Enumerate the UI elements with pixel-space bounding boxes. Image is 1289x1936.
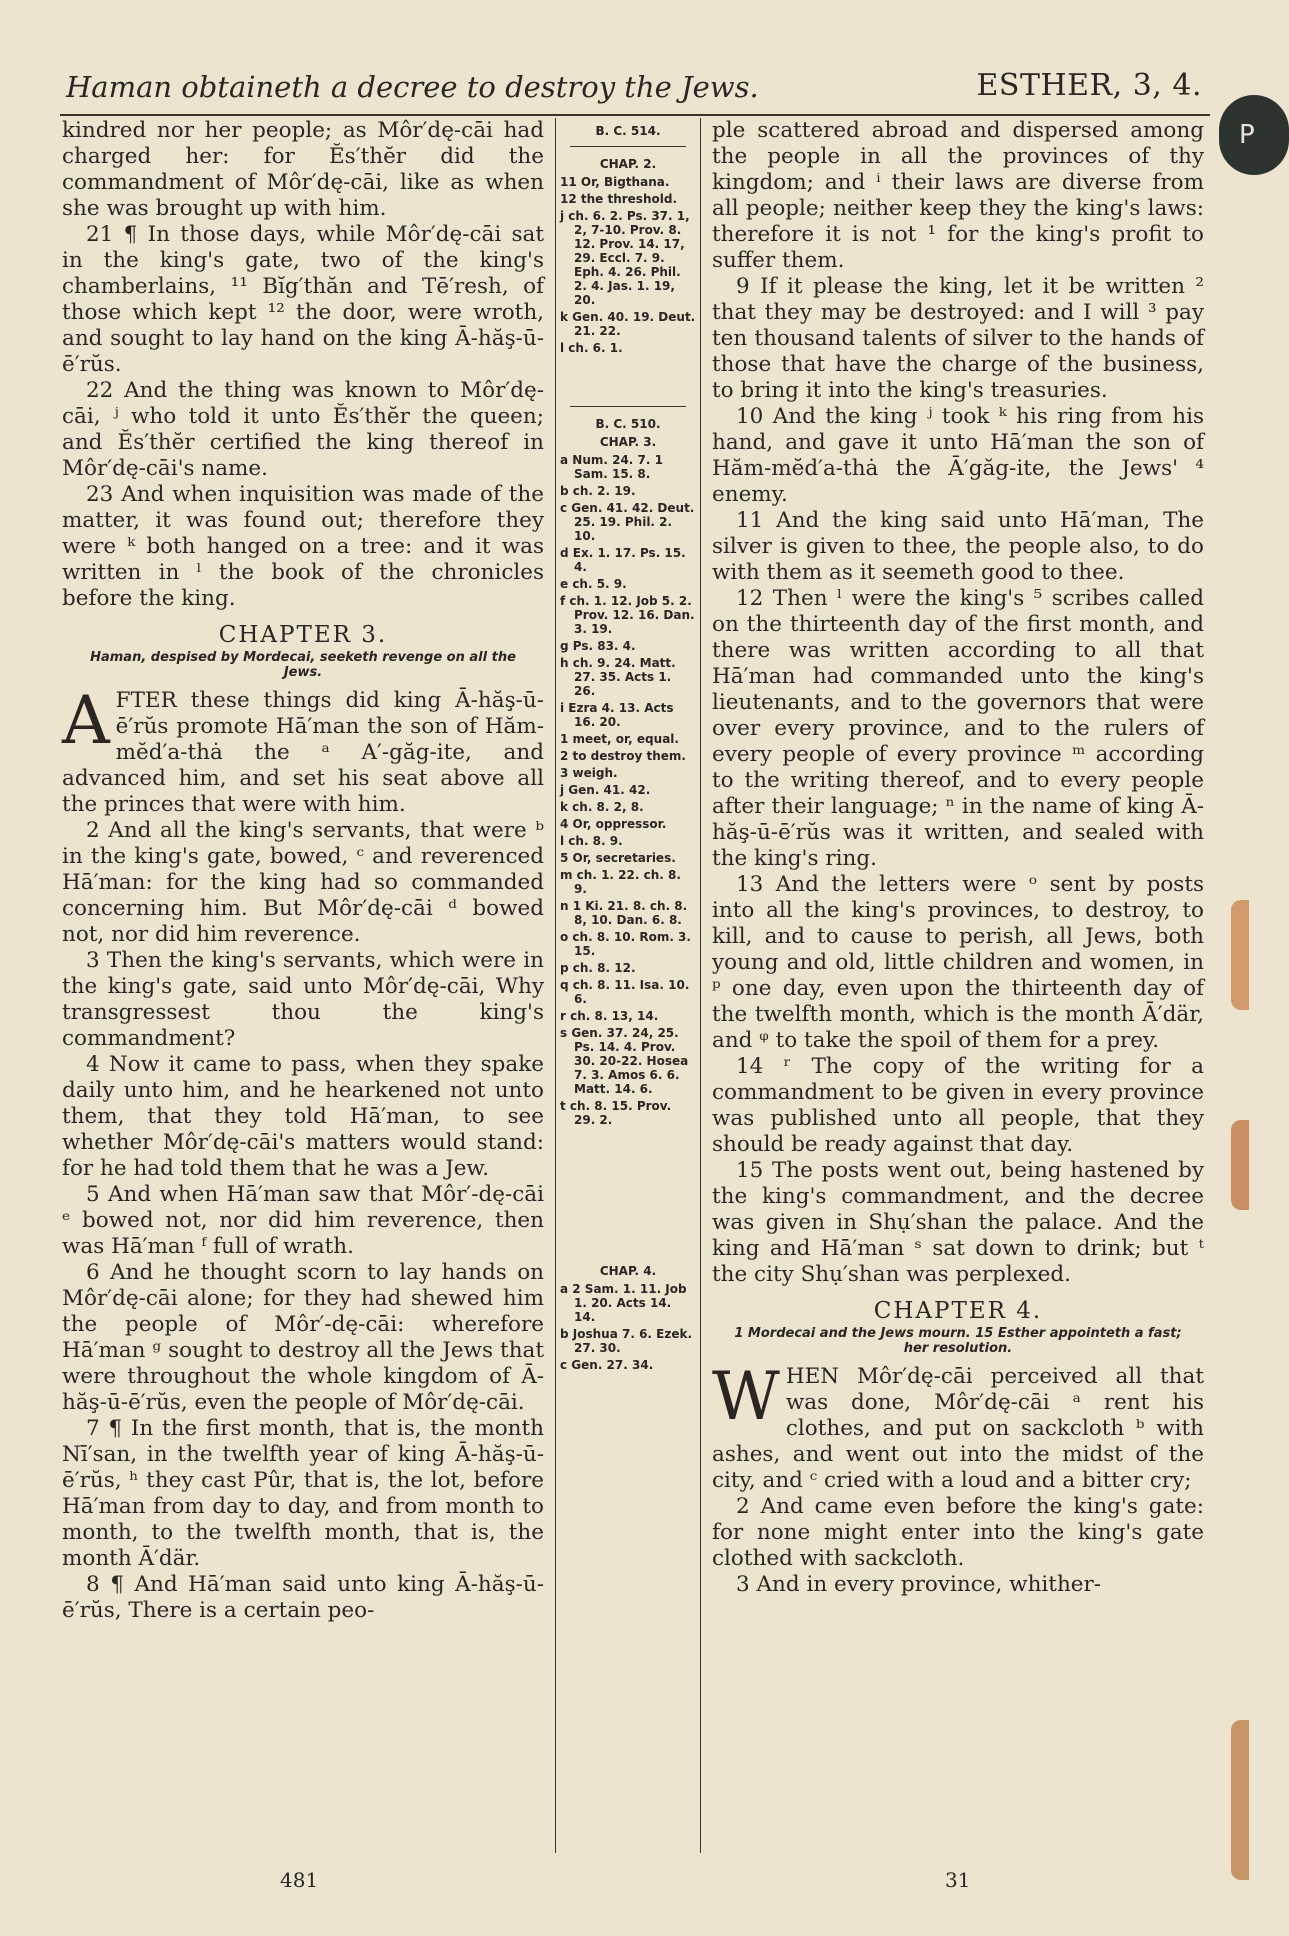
drop-cap: W — [712, 1358, 780, 1435]
cross-reference: q ch. 8. 11. Isa. 10. 6. — [560, 978, 690, 1006]
cross-reference: l ch. 6. 1. — [560, 341, 623, 355]
verse-paragraph: kindred nor her people; as Môr′dę-cāi had charged her: for Ĕs′thĕr did the commandment of Môr′dę-cāi, like as when she was brought up with him. — [62, 118, 544, 221]
text-column-left — [62, 118, 544, 1624]
verse-paragraph: 7 ¶ In the first month, that is, the month Nī′san, in the twelfth year of king Ā-hăş-ū-ē′rŭs, ʰ they cast Pûr, that is, the lot, before Hā′man from day to day, and from month to month, to the twelfth month, that is, the month Ā′där. — [62, 1416, 544, 1571]
cross-reference: t ch. 8. 15. Prov. 29. 2. — [560, 1099, 672, 1127]
running-header — [60, 66, 1210, 116]
verse-paragraph: 4 Now it came to pass, when they spake daily unto him, and he hearkened not unto them, that they told Hā′man, to see whether Môr′dę-cāi's matters would stand: for he had told them that he was a Jew. — [62, 1052, 544, 1181]
verse-paragraph: 2 And came even before the king's gate: for none might enter into the king's gate clothed with sackcloth. — [712, 1494, 1204, 1571]
cross-reference-column — [560, 120, 696, 1375]
ref-divider — [570, 406, 686, 407]
ref-date: B. C. 514. — [595, 124, 661, 138]
drop-cap: A — [62, 682, 110, 759]
chapter-4-heading: CHAPTER 4. — [873, 1298, 1043, 1324]
cross-reference: 5 Or, secretaries. — [560, 851, 676, 865]
verse-paragraph: 12 Then ˡ were the king's ⁵ scribes called on the thirteenth day of the first month, and there was written according to all that Hā′man had commanded unto the king's lieutenants, and to the governors that were over every province, and to the rulers of every people of every province ᵐ according to the writing thereof, and to every people after their language; ⁿ in the name of king Ā-hăş-ū-ē′rŭs was it written, and sealed with the king's ring. — [712, 586, 1204, 871]
cross-reference: k Gen. 40. 19. Deut. 21. 22. — [560, 310, 696, 338]
verse-paragraph: 14 ʳ The copy of the writing for a commandment to be given in every province was published unto all people, that they should be ready against that day. — [712, 1054, 1204, 1157]
chapter-4-summary: 1 Mordecai and the Jews mourn. 15 Esther appointeth a fast; her resolution. — [734, 1326, 1182, 1356]
ref-date: B. C. 510. — [595, 417, 661, 431]
ref-divider — [570, 146, 686, 147]
page-edge-mark — [1231, 900, 1249, 1010]
cross-reference: o ch. 8. 10. Rom. 3. 15. — [560, 930, 691, 958]
first-paragraph-text: HEN Môr′dę-cāi perceived all that was done, Môr′dę-cāi ᵃ rent his clothes, and put on sackcloth ᵇ with ashes, and went out into the midst of the city, and ᶜ cried with a loud and a bitter cry; — [712, 1364, 1204, 1493]
ref-chapter-label: CHAP. 4. — [599, 1264, 657, 1278]
cross-reference: f ch. 1. 12. Job 5. 2. Prov. 12. 16. Dan. 3. 19. — [560, 594, 695, 636]
first-paragraph-text: FTER these things did king Ā-hăş-ū-ē′rŭs promote Hā′man the son of Hăm-mĕd′a-thȧ the ᵃ A′-găg-ite, and advanced him, and set his seat above all the princes that were with him. — [62, 688, 544, 817]
verse-paragraph: 10 And the king ʲ took ᵏ his ring from his hand, and gave it unto Hā′man the son of Hăm-mĕd′a-thȧ the Ā′găg-ite, the Jews' ⁴ enemy. — [712, 404, 1204, 507]
verse-paragraph: 9 If it please the king, let it be written ² that they may be destroyed: and I will ³ pay ten thousand talents of silver to the hands of those that have the charge of the business, to bring it into the king's treasuries. — [712, 274, 1204, 403]
cross-reference: k ch. 8. 2, 8. — [560, 800, 644, 814]
verse-paragraph: 2 And all the king's servants, that were ᵇ in the king's gate, bowed, ᶜ and reverenced Hā′man: for the king had so commanded concerning him. But Môr′dę-cāi ᵈ bowed not, nor did him reverence. — [62, 818, 544, 947]
cross-reference: s Gen. 37. 24, 25. Ps. 14. 4. Prov. 30. 20-22. Hosea 7. 3. Amos 6. 6. Matt. 14. 6. — [560, 1026, 689, 1096]
verse-paragraph: 13 And the letters were ᵒ sent by posts into all the king's provinces, to destroy, to kill, and to cause to perish, all Jews, both young and old, little children and women, in ᵖ one day, even upon the thirteenth day of the twelfth month, which is the month Ā′där, and ᵠ to take the spoil of them for a prey. — [712, 872, 1204, 1053]
cross-reference: 3 weigh. — [560, 766, 618, 780]
cross-reference: g Ps. 83. 4. — [560, 639, 636, 653]
cross-reference: b Joshua 7. 6. Ezek. 27. 30. — [560, 1327, 693, 1355]
verse-paragraph: 15 The posts went out, being hastened by the king's commandment, and the decree was given in Shụ′shan the palace. And the king and Hā′man ˢ sat down to drink; but ᵗ the city Shụ′shan was perplexed. — [712, 1158, 1204, 1287]
verse-paragraph: 22 And the thing was known to Môr′dę-cāi, ʲ who told it unto Ĕs′thĕr the queen; and Ĕs′thĕr certified the king thereof in Môr′dę-cāi's name. — [62, 378, 544, 481]
cross-reference: a Num. 24. 7. 1 Sam. 15. 8. — [560, 453, 663, 481]
column-rule — [555, 118, 556, 1853]
verse-paragraph: 23 And when inquisition was made of the matter, it was found out; therefore they were ᵏ both hanged on a tree: and it was written in ˡ the book of the chronicles before the king. — [62, 482, 544, 611]
thumb-index-tab[interactable]: P — [1219, 95, 1289, 175]
chapter-3-heading: CHAPTER 3. — [218, 622, 388, 648]
verse-paragraph: 11 And the king said unto Hā′man, The silver is given to thee, the people also, to do with them as it seemeth good to thee. — [712, 508, 1204, 585]
cross-reference: i Ezra 4. 13. Acts 16. 20. — [560, 701, 674, 729]
cross-reference: e ch. 5. 9. — [560, 577, 627, 591]
page-edge-mark — [1231, 1720, 1249, 1880]
verse-paragraph: 8 ¶ And Hā′man said unto king Ā-hăş-ū-ē′rŭs, There is a certain peo- — [62, 1572, 544, 1623]
verse-paragraph: 21 ¶ In those days, while Môr′dę-cāi sat in the king's gate, two of the king's chamberlains, ¹¹ Bĭg′thăn and Tē′resh, of those which kept ¹² the door, were wroth, and sought to lay hand on the king Ā-hăş-ū-ē′rŭs. — [62, 222, 544, 377]
cross-reference: r ch. 8. 13, 14. — [560, 1009, 659, 1023]
cross-reference: 12 the threshold. — [560, 192, 677, 206]
page-number-left: 481 — [280, 1868, 319, 1892]
cross-reference: m ch. 1. 22. ch. 8. 9. — [560, 868, 681, 896]
verse-paragraph: 5 And when Hā′man saw that Môr′-dę-cāi ᵉ bowed not, nor did him reverence, then was Hā′man ᶠ full of wrath. — [62, 1182, 544, 1259]
cross-reference: 2 to destroy them. — [560, 749, 686, 763]
cross-reference: b ch. 2. 19. — [560, 484, 636, 498]
verse-paragraph: 3 And in every province, whither- — [736, 1572, 1102, 1597]
column-rule — [700, 118, 701, 1853]
spacer — [560, 1130, 696, 1260]
ref-chapter-label: CHAP. 3. — [599, 435, 657, 449]
cross-reference: 4 Or, oppressor. — [560, 817, 667, 831]
cross-reference: a 2 Sam. 1. 11. Job 1. 20. Acts 14. 14. — [560, 1282, 687, 1324]
text-column-right — [712, 118, 1204, 1598]
cross-reference: j Gen. 41. 42. — [560, 783, 651, 797]
spacer — [560, 358, 696, 398]
ref-chapter-label: CHAP. 2. — [599, 157, 657, 171]
chapter-3-first-paragraph — [62, 682, 544, 818]
verse-paragraph: ple scattered abroad and dispersed among the people in all the provinces of thy kingdom; and ⁱ their laws are diverse from all people; neither keep they the king's laws: therefore it is not ¹ for the king's profit to suffer them. — [712, 118, 1204, 273]
cross-reference: n 1 Ki. 21. 8. ch. 8. 8, 10. Dan. 6. 8. — [560, 899, 688, 927]
chapter-4-first-paragraph — [712, 1358, 1204, 1494]
cross-reference: 1 meet, or, equal. — [560, 732, 679, 746]
page-edge-mark — [1231, 1120, 1249, 1210]
cross-reference: h ch. 9. 24. Matt. 27. 35. Acts 1. 26. — [560, 656, 676, 698]
cross-reference: d Ex. 1. 17. Ps. 15. 4. — [560, 546, 686, 574]
chapter-3-summary: Haman, despised by Mordecai, seeketh revenge on all the Jews. — [90, 650, 516, 680]
header-book-ref: ESTHER, 3, 4. — [976, 68, 1202, 103]
cross-reference: j ch. 6. 2. Ps. 37. 1, 2, 7-10. Prov. 8. 12. Prov. 14. 17, 29. Eccl. 7. 9. Eph. 4. 26. Phil. 2. 4. Jas. 1. 19, 20. — [560, 209, 690, 307]
cross-reference: c Gen. 41. 42. Deut. 25. 19. Phil. 2. 10. — [560, 501, 695, 543]
cross-reference: 11 Or, Bigthana. — [560, 175, 670, 189]
cross-reference: c Gen. 27. 34. — [560, 1358, 654, 1372]
cross-reference: l ch. 8. 9. — [560, 834, 623, 848]
verse-paragraph: 6 And he thought scorn to lay hands on Môr′dę-cāi alone; for they had shewed him the people of Môr′-dę-cāi: wherefore Hā′man ᵍ sought to destroy all the Jews that were throughout the whole kingdom of Ā-hăş-ū-ē′rŭs, even the people of Môr′dę-cāi. — [62, 1260, 544, 1415]
verse-paragraph: 3 Then the king's servants, which were in the king's gate, said unto Môr′dę-cāi, Why transgressest thou the king's commandment? — [62, 948, 544, 1051]
page-number-right: 31 — [945, 1868, 971, 1892]
cross-reference: p ch. 8. 12. — [560, 961, 636, 975]
header-title: Haman obtaineth a decree to destroy the Jews. — [66, 70, 759, 104]
